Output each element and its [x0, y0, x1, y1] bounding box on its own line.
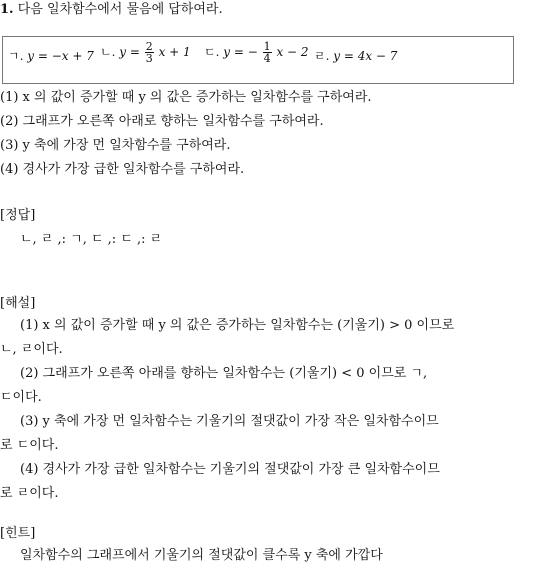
explanation-line: (1) x 의 값이 증가할 때 y 의 값은 증가하는 일차함수는 (기울기) > 0 이므로	[20, 318, 455, 333]
question-header	[0, 2, 223, 18]
question-title: 다음 일차함수에서 물음에 답하여라.	[17, 2, 223, 17]
option-d: ㄹ. y = 4x − 7	[314, 49, 398, 63]
answer-heading: [정답]	[0, 208, 36, 223]
option-a: ㄱ. y = −x + 7	[8, 49, 94, 63]
fraction-c: $\frac{1}{4}$	[263, 40, 271, 65]
explanation-line: 로 ㄹ이다.	[0, 486, 59, 501]
explanation-line: (4) 경사가 가장 급한 일차함수는 기울기의 절댓값이 가장 큰 일차함수이므	[20, 462, 440, 477]
explanation-line: ㄴ, ㄹ이다.	[0, 342, 63, 357]
explanation-line: (2) 그래프가 오른쪽 아래를 향하는 일차함수는 (기울기) < 0 이므로 ㄱ,	[20, 366, 428, 381]
explanation-line: (3) y 축에 가장 먼 일차함수는 기울기의 절댓값이 가장 작은 일차함수이므	[20, 414, 439, 429]
explanation-line: 로 ㄷ이다.	[0, 438, 59, 453]
subquestion-1: (1) x 의 값이 증가할 때 y 의 값은 증가하는 일차함수를 구하여라.	[0, 90, 372, 105]
fraction-b: $\frac{2}{3}$	[145, 40, 153, 65]
hint-text: 일차함수의 그래프에서 기울기의 절댓값이 클수록 y 축에 가깝다	[20, 548, 383, 563]
question-number: 1.	[0, 2, 14, 17]
option-b: ㄴ. y = $\frac{2}{3}$ x + 1	[100, 40, 191, 65]
option-c: ㄷ. y = − $\frac{1}{4}$ x − 2	[204, 40, 309, 65]
answer-text: ㄴ, ㄹ ,: ㄱ, ㄷ ,: ㄷ ,: ㄹ	[20, 232, 163, 247]
subquestion-4: (4) 경사가 가장 급한 일차함수를 구하여라.	[0, 162, 245, 177]
hint-heading: [힌트]	[0, 526, 36, 541]
subquestion-2: (2) 그래프가 오른쪽 아래로 향하는 일차함수를 구하여라.	[0, 114, 324, 129]
explanation-heading: [해설]	[0, 296, 36, 311]
subquestion-3: (3) y 축에 가장 먼 일차함수를 구하여라.	[0, 138, 231, 153]
explanation-line: ㄷ이다.	[0, 390, 42, 405]
